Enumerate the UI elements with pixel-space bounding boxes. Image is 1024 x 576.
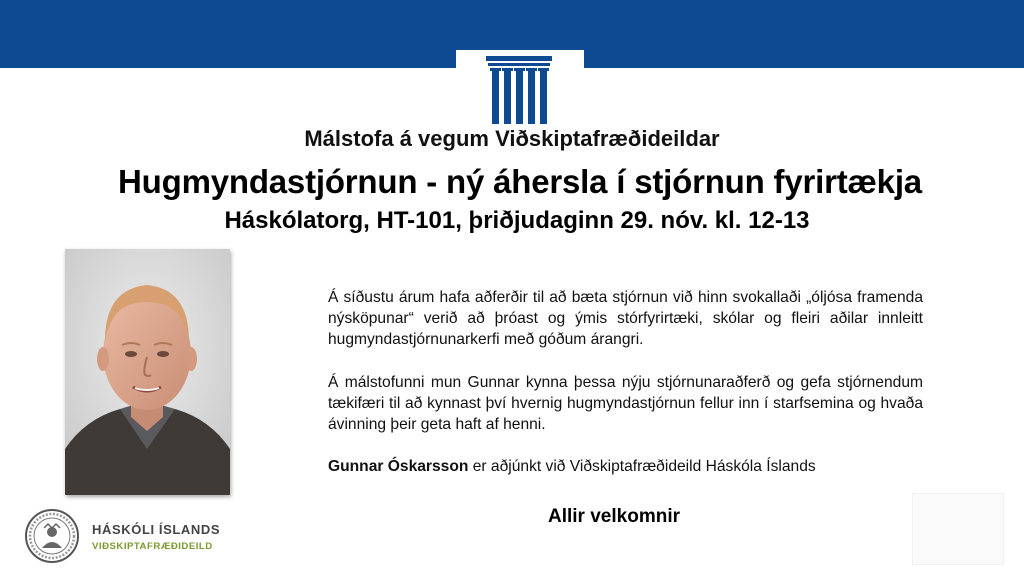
- university-seal-icon: [24, 508, 80, 564]
- speaker-info: [328, 456, 923, 477]
- faint-corner-box: [912, 493, 1004, 565]
- speaker-role: er aðjúnkt við Viðskiptafræðideild Háskóla Íslands: [468, 458, 816, 476]
- speaker-portrait: [65, 249, 230, 495]
- university-logo-name: HÁSKÓLI ÍSLANDS: [92, 522, 221, 537]
- event-venue-date: Háskólatorg, HT-101, þriðjudaginn 29. nóv. kl. 12-13: [224, 207, 810, 234]
- event-title: Hugmyndastjórnun - ný áhersla í stjórnun fyrirtækja: [118, 163, 922, 200]
- event-subtitle: Málstofa á vegum Viðskiptafræðideildar: [304, 126, 720, 151]
- description-paragraph-1: Á síðustu árum hafa aðferðir til að bæta stjórnun við hinn svokallaði „óljósa framenda nýsköpunar“ verið að þróast og ýmis stórfyrirtæki, skólar og fleiri aðilar innleitt hugmyndastjórnunarkerfi með góðum árangri.: [328, 289, 923, 349]
- event-description: [328, 287, 923, 477]
- university-logo-department: VIÐSKIPTAFRÆÐIDEILD: [92, 541, 213, 552]
- welcome-text: Allir velkomnir: [548, 506, 680, 527]
- speaker-portrait-drawing: [65, 249, 230, 495]
- university-building-emblem-icon: [486, 56, 552, 124]
- speaker-name: Gunnar Óskarsson: [328, 458, 469, 476]
- description-paragraph-2: Á málstofunni mun Gunnar kynna þessa nýju stjórnunaraðferð og gefa stjórnendum tækifæri til að kynnast því hvernig hugmyndastjórnun fellur inn í starfsemina og hvaða ávinning þeir geta haft af henni.: [328, 373, 923, 434]
